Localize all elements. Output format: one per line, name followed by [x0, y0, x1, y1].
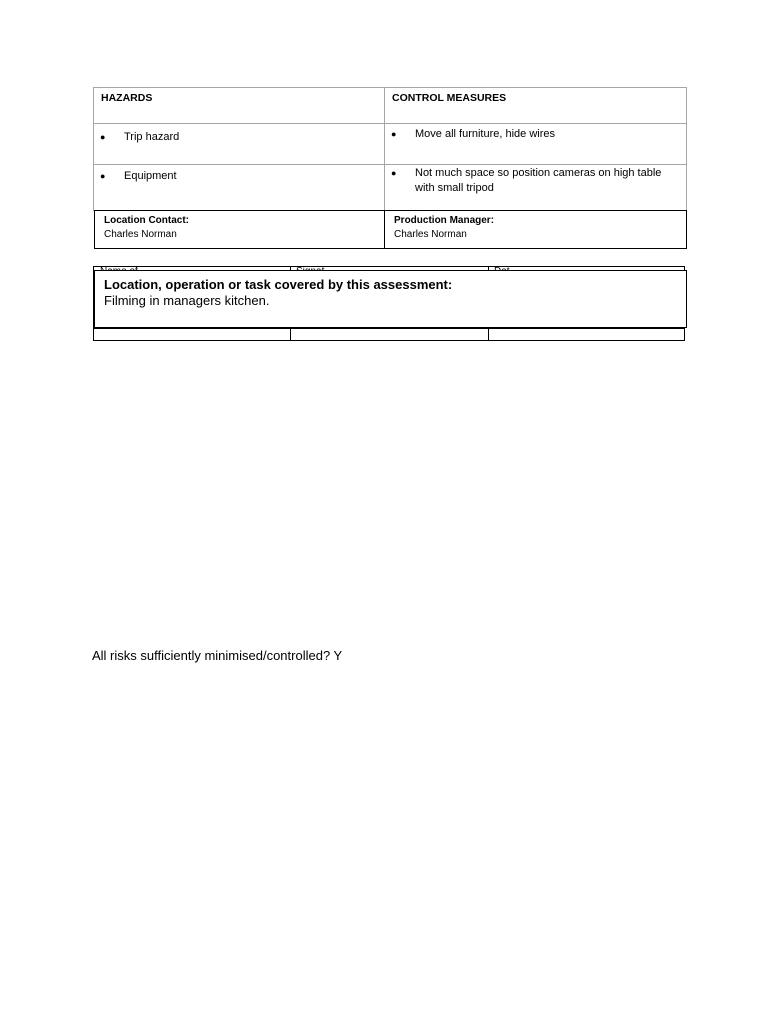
location-contact — [95, 211, 384, 248]
hazards-table-header — [94, 88, 687, 124]
table-row — [94, 124, 687, 165]
production-manager — [384, 211, 686, 248]
hazard-item — [94, 130, 384, 145]
hazard-text: Trip hazard — [124, 131, 180, 143]
location-contact-name: Charles Norman — [104, 229, 177, 240]
production-manager-label: Production Manager: — [394, 215, 495, 226]
location-value: Filming in managers kitchen. — [104, 293, 270, 308]
hazards-table — [93, 87, 687, 211]
risks-statement: All risks sufficiently minimised/controlled? Y — [92, 648, 343, 663]
control-measures-header: CONTROL MEASURES — [392, 92, 507, 104]
control-text: Move all furniture, hide wires — [415, 128, 556, 140]
hazard-item — [94, 169, 384, 184]
bullet-icon: ● — [100, 132, 106, 142]
control-item — [385, 127, 686, 142]
hazards-header: HAZARDS — [101, 92, 153, 104]
control-text: Not much space so position cameras on high table with small tripod — [415, 167, 662, 194]
table-row — [94, 165, 687, 211]
divider — [94, 328, 684, 329]
hazard-text: Equipment — [124, 170, 177, 182]
bullet-icon: ● — [391, 168, 397, 178]
bullet-icon: ● — [100, 171, 106, 181]
production-manager-name: Charles Norman — [394, 229, 467, 240]
contact-box — [94, 210, 687, 249]
location-contact-label: Location Contact: — [104, 215, 189, 226]
location-box — [94, 270, 687, 328]
location-title: Location, operation or task covered by this assessment: — [104, 277, 453, 292]
control-item — [385, 166, 686, 196]
bullet-icon: ● — [391, 129, 397, 139]
